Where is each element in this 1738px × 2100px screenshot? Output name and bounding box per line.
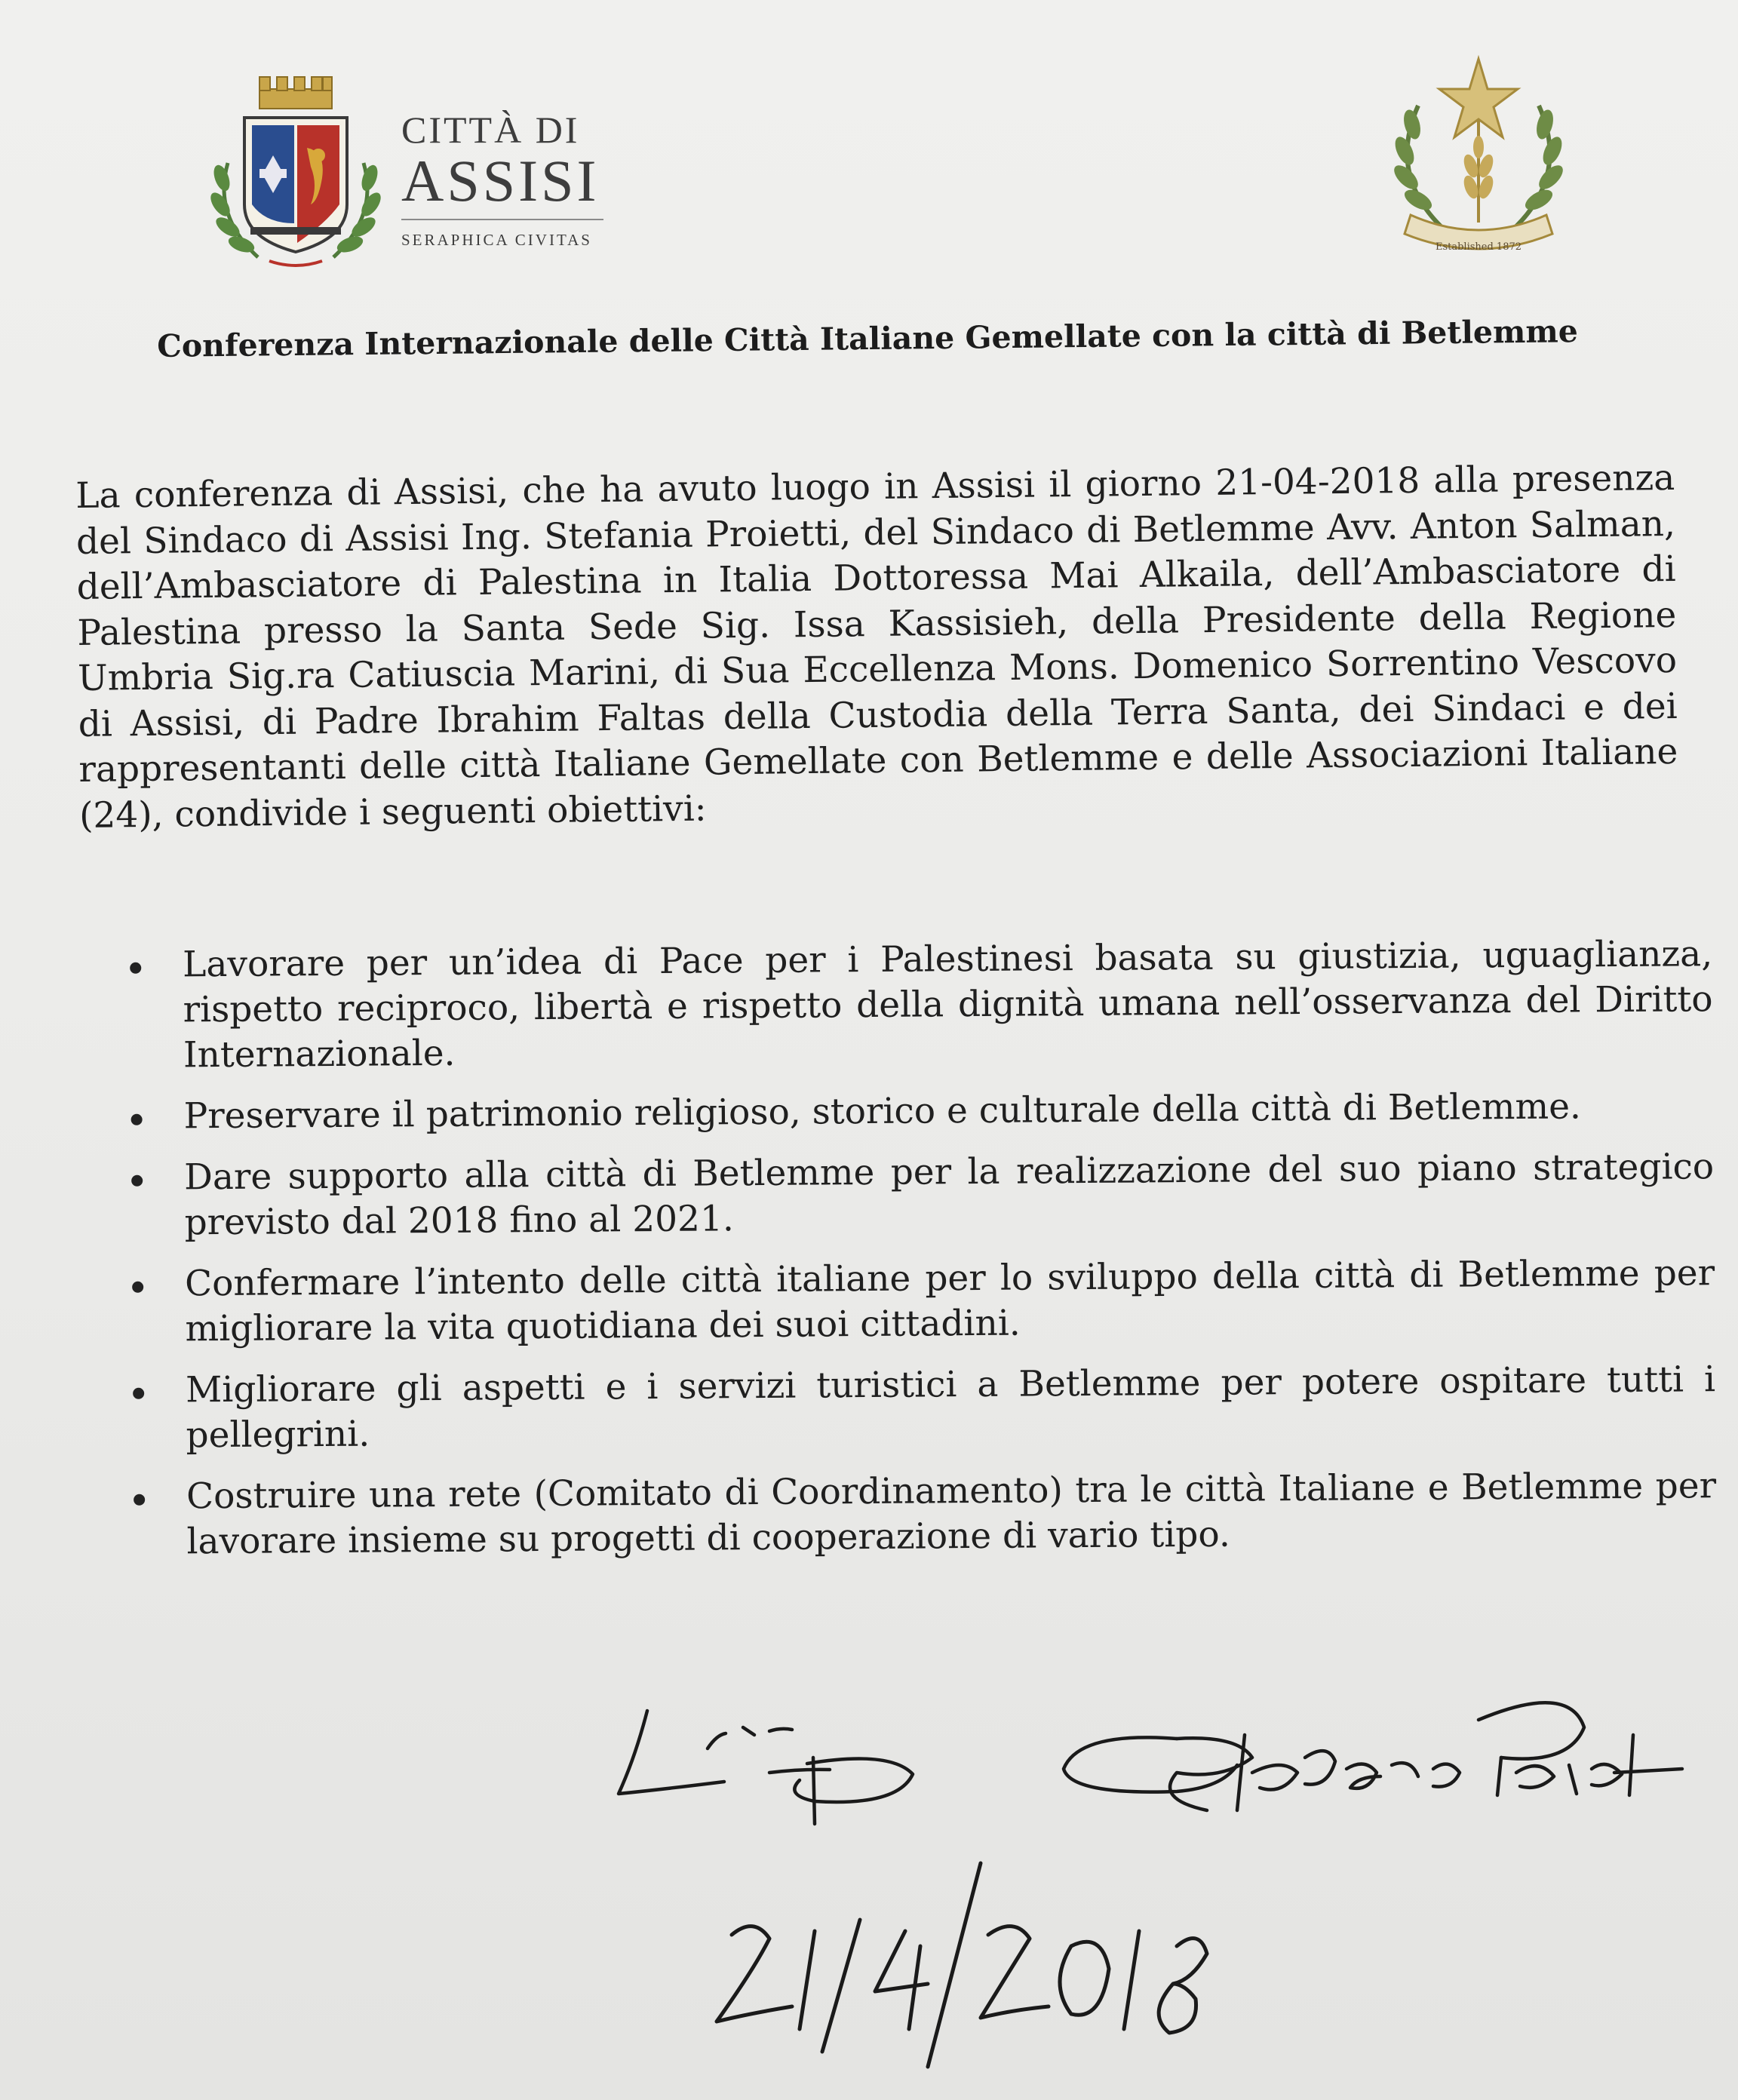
logo-city-of: CITTÀ DI: [401, 109, 580, 151]
objective-text: Migliorare gli aspetti e i servizi turistici a Betlemme per potere ospitare tutti i pellegrini.: [185, 1359, 1716, 1457]
objective-text: Preservare il patrimonio religioso, storico e culturale della città di Betlemme.: [183, 1085, 1582, 1138]
logo-motto: SERAPHICA CIVITAS: [401, 231, 592, 249]
objective-text: Lavorare per un’idea di Pace per i Palestinesi basata su giustizia, uguaglianza, rispetto reciproco, libertà e rispetto della dignità umana nell’osservanza del Diritto Internazionale.: [183, 933, 1713, 1076]
objective-text: Dare supporto alla città di Betlemme per la realizzazione del suo piano strategico previsto dal 2018 fino al 2021.: [183, 1146, 1715, 1244]
logo-assisi: ASSISI: [401, 148, 600, 213]
objective-text: Costruire una rete (Comitato di Coordinamento) tra le città Italiane e Betlemme per lavorare insieme su progetti di cooperazione di vario tipo.: [186, 1465, 1717, 1563]
right-signature: [1064, 1702, 1682, 1810]
intro-paragraph: La conferenza di Assisi, che ha avuto luogo in Assisi il giorno 21-04-2018 alla presenza del Sindaco di Assisi Ing. Stefania Proietti, del Sindaco di Betlemme Avv. Anton Salman, dell’Ambasciatore di Palestina in Italia Dottoressa Mai Alkaila, dell’Ambasciatore di Palestina presso la Santa Sede Sig. Issa Kassisieh, della Presidente della Regione Umbria Sig.ra Catiuscia Marini, di Sua Eccellenza Mons. Domenico Sorrentino Vescovo di Assisi, di Padre Ibrahim Faltas della Custodia della Terra Santa, dei Sindaci e dei rappresentanti delle città Italiane Gemellate con Betlemme e delle Associazioni Italiane (24), condivide i seguenti obiettivi:: [75, 456, 1678, 837]
left-signature: [619, 1711, 913, 1824]
emblem-established-caption: Established 1872: [1435, 241, 1522, 253]
document-title: Conferenza Internazionale delle Città Italiane Gemellate con la città di Betlemme: [156, 313, 1579, 364]
objective-text: Confermare l’intento delle città italiane per lo sviluppo della città di Betlemme per migliorare la vita quotidiana dei suoi cittadini.: [184, 1252, 1715, 1350]
handwritten-date: [717, 1863, 1207, 2067]
